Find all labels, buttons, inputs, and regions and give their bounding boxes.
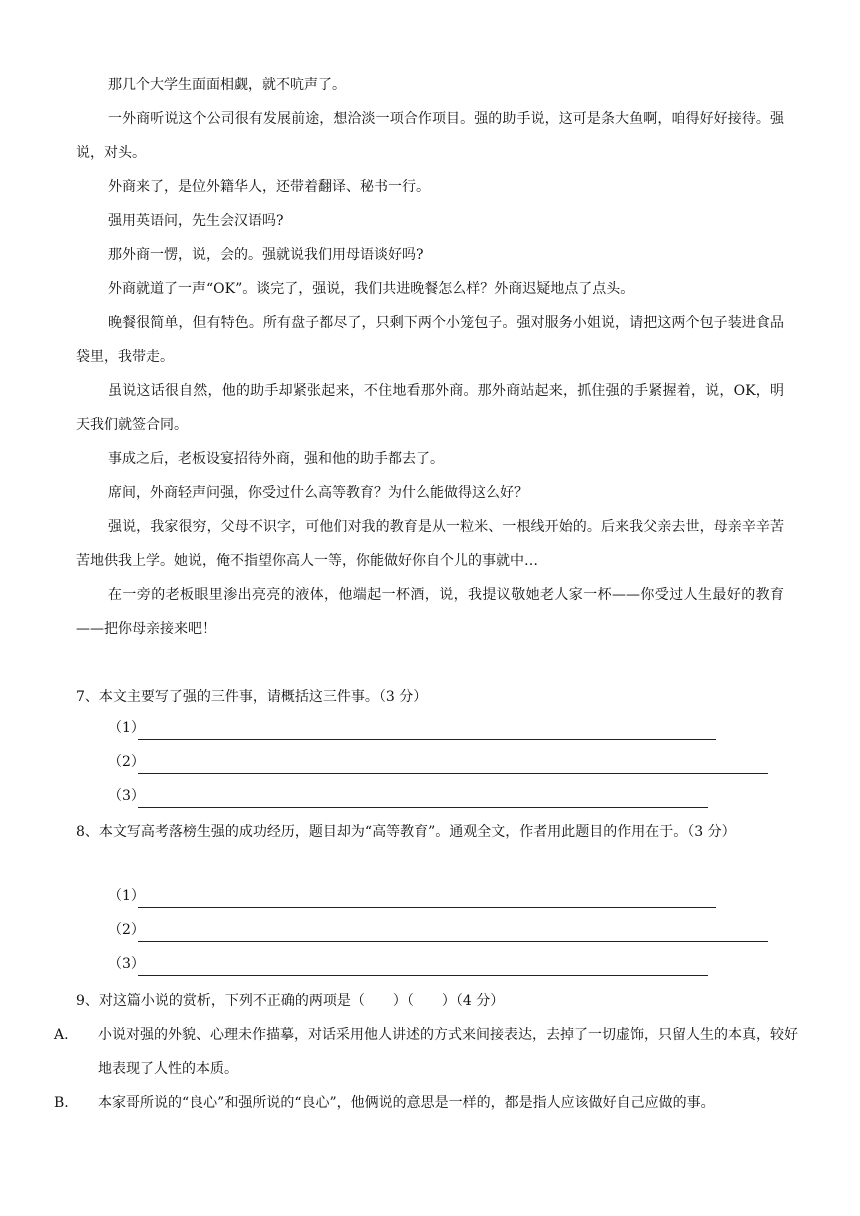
answer-line[interactable] bbox=[138, 791, 708, 808]
question-7-answer-2[interactable] bbox=[108, 750, 768, 774]
question-7-answer-1[interactable] bbox=[108, 716, 716, 740]
option-text: 小说对强的外貌、心理未作描摹，对话采用他人讲述的方式来间接表达，去掉了一切虚饰，只留人生的本真，较好地表现了人性的本质。 bbox=[98, 1027, 798, 1077]
answer-number: （3） bbox=[108, 788, 145, 804]
answer-line[interactable] bbox=[138, 959, 708, 976]
answer-number: （1） bbox=[108, 720, 145, 736]
option-letter: A. bbox=[54, 1027, 69, 1043]
answer-line[interactable] bbox=[138, 723, 716, 740]
story-paragraph: 那外商一愣，说，会的。强就说我们用母语谈好吗? bbox=[108, 247, 424, 263]
option-text: 本家哥所说的“良心”和强所说的“良心”，他俩说的意思是一样的，都是指人应该做好自己应做的事。 bbox=[98, 1095, 715, 1111]
question-8-prompt: 8、本文写高考落榜生强的成功经历，题目却为“高等教育”。通观全文，作者用此题目的作用在于。（3 分） bbox=[76, 824, 736, 840]
answer-number: （3） bbox=[108, 956, 145, 972]
question-9-prompt: 9、对这篇小说的赏析，下列不正确的两项是（ ）（ ）（4 分） bbox=[76, 993, 505, 1009]
answer-number: （2） bbox=[108, 922, 145, 938]
story-paragraph: 强说，我家很穷，父母不识字，可他们对我的教育是从一粒米、一根线开始的。后来我父亲去世，母亲辛辛苦苦地供我上学。她说，俺不指望你高人一等，你能做好你自个儿的事就中… bbox=[76, 519, 784, 569]
story-paragraph: 外商就道了一声“OK”。谈完了，强说，我们共进晚餐怎么样？外商迟疑地点了点头。 bbox=[108, 281, 635, 297]
story-paragraph: 那几个大学生面面相觑，就不吭声了。 bbox=[108, 77, 346, 93]
story-paragraph: 晚餐很简单，但有特色。所有盘子都尽了，只剩下两个小笼包子。强对服务小姐说，请把这两个包子装进食品袋里，我带走。 bbox=[76, 315, 784, 365]
answer-line[interactable] bbox=[138, 891, 716, 908]
question-8-answer-1[interactable] bbox=[108, 884, 716, 908]
answer-number: （1） bbox=[108, 888, 145, 904]
question-7-prompt: 7、本文主要写了强的三件事，请概括这三件事。（3 分） bbox=[76, 689, 428, 705]
story-paragraph: 在一旁的老板眼里渗出亮亮的液体，他端起一杯酒，说，我提议敬她老人家一杯——你受过人生最好的教育——把你母亲接来吧！ bbox=[76, 587, 784, 637]
answer-line[interactable] bbox=[138, 757, 768, 774]
story-paragraph: 强用英语问，先生会汉语吗? bbox=[108, 213, 284, 229]
answer-number: （2） bbox=[108, 754, 145, 770]
option-a[interactable] bbox=[54, 1018, 808, 1086]
question-8-answer-2[interactable] bbox=[108, 918, 768, 942]
question-8-answer-3[interactable] bbox=[108, 952, 708, 976]
question-7-answer-3[interactable] bbox=[108, 784, 708, 808]
story-paragraph: 一外商听说这个公司很有发展前途，想洽淡一项合作项目。强的助手说，这可是条大鱼啊，咱得好好接待。强说，对头。 bbox=[76, 111, 784, 161]
story-paragraph: 虽说这话很自然，他的助手却紧张起来，不住地看那外商。那外商站起来，抓住强的手紧握着，说，OK，明天我们就签合同。 bbox=[76, 383, 784, 433]
answer-line[interactable] bbox=[138, 925, 768, 942]
option-b[interactable] bbox=[54, 1086, 808, 1120]
story-paragraph: 席间，外商轻声问强，你受过什么高等教育？为什么能做得这么好？ bbox=[108, 485, 528, 501]
story-paragraph: 事成之后，老板设宴招待外商，强和他的助手都去了。 bbox=[108, 451, 444, 467]
option-letter: B. bbox=[54, 1095, 69, 1111]
story-paragraph: 外商来了，是位外籍华人，还带着翻译、秘书一行。 bbox=[108, 179, 430, 195]
